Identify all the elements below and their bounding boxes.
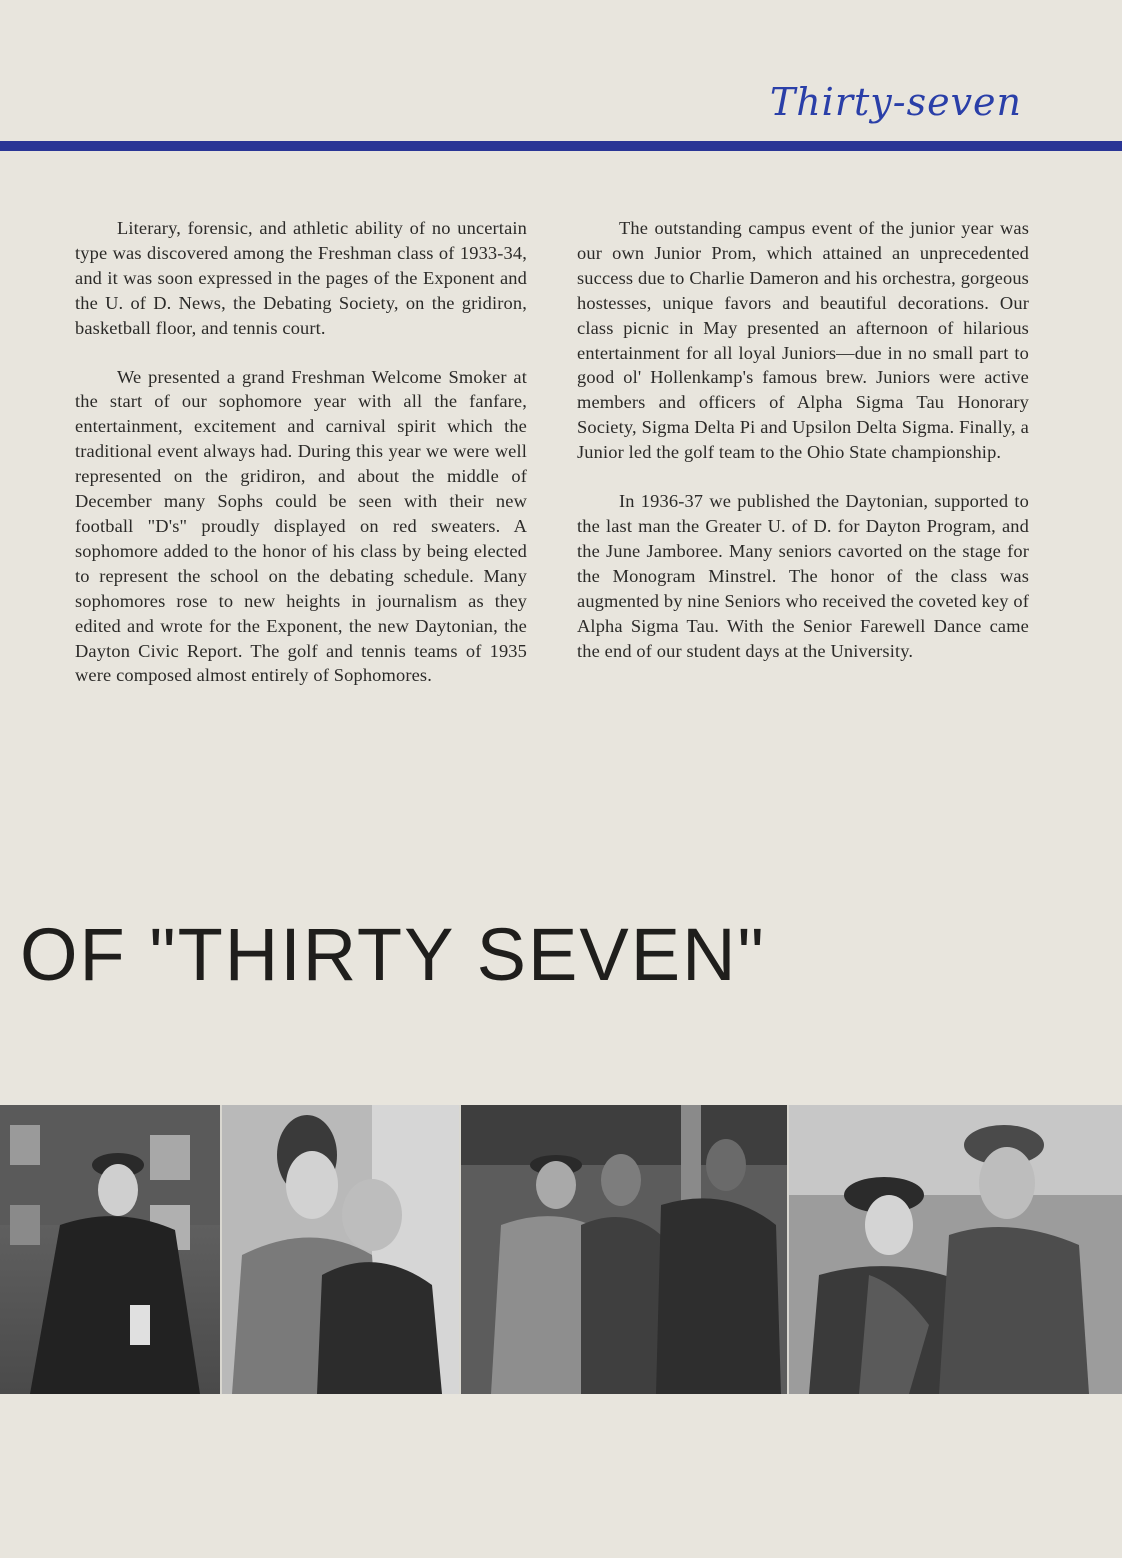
photo-students-doorway bbox=[459, 1105, 786, 1394]
section-title: OF "THIRTY SEVEN" bbox=[20, 913, 766, 996]
header-rule bbox=[0, 141, 1122, 151]
photo-strip bbox=[0, 1105, 1122, 1394]
paragraph: In 1936-37 we published the Daytonian, supported to the last man the Greater U. of D. for Dayton Program, and the June Jamboree. Many seniors cavorted on the stage for the Monogram Minstrel. The honor of the class was augmented by nine Seniors who received the coveted key of Alpha Sigma Tau. With the Senior Farewell Dance came the end of our student days at the University. bbox=[577, 491, 1029, 661]
paragraph: The outstanding campus event of the junior year was our own Junior Prom, which attained an unprecedented success due to Charlie Dameron and his orchestra, gorgeous hostesses, unique favors and beautiful decorations. Our class picnic in May presented an afternoon of hilarious entertainment for all loyal Juniors—due in no small part to good ol' Hollenkamp's famous brew. Juniors were active members and officers of Alpha Sigma Tau Honorary Society, Sigma Delta Pi and Upsilon Delta Sigma. Finally, a Junior led the golf team to the Ohio State championship. bbox=[577, 218, 1029, 463]
paragraph: We presented a grand Freshman Welcome Smoker at the start of our sophomore year with all the fanfare, entertainment, excitement and carnival spirit which the traditional event always had. During this year we were well represented on the gridiron, and about the middle of December many Sophs could be seen with their new football "D's" proudly displayed on red sweaters. A sophomore added to the honor of his class by being elected to represent the school on the debating schedule. Many sophomores rose to new heights in journalism as they edited and wrote for the Exponent, the new Daytonian, the Dayton Civic Report. The golf and tennis teams of 1935 were composed almost entirely of Sophomores. bbox=[75, 366, 527, 686]
left-column bbox=[75, 216, 527, 712]
page-header-script: Thirty-seven bbox=[769, 80, 1022, 124]
photo-couple bbox=[787, 1105, 1122, 1394]
paragraph: Literary, forensic, and athletic ability of no uncertain type was discovered among the Freshman class of 1933-34, and it was soon expressed in the pages of the Exponent and the U. of D. News, the Debating Society, on the gridiron, basketball floor, and tennis court. bbox=[75, 218, 527, 338]
photo-two-students bbox=[220, 1105, 460, 1394]
photo-man-in-hat bbox=[0, 1105, 220, 1394]
right-column bbox=[577, 216, 1029, 687]
